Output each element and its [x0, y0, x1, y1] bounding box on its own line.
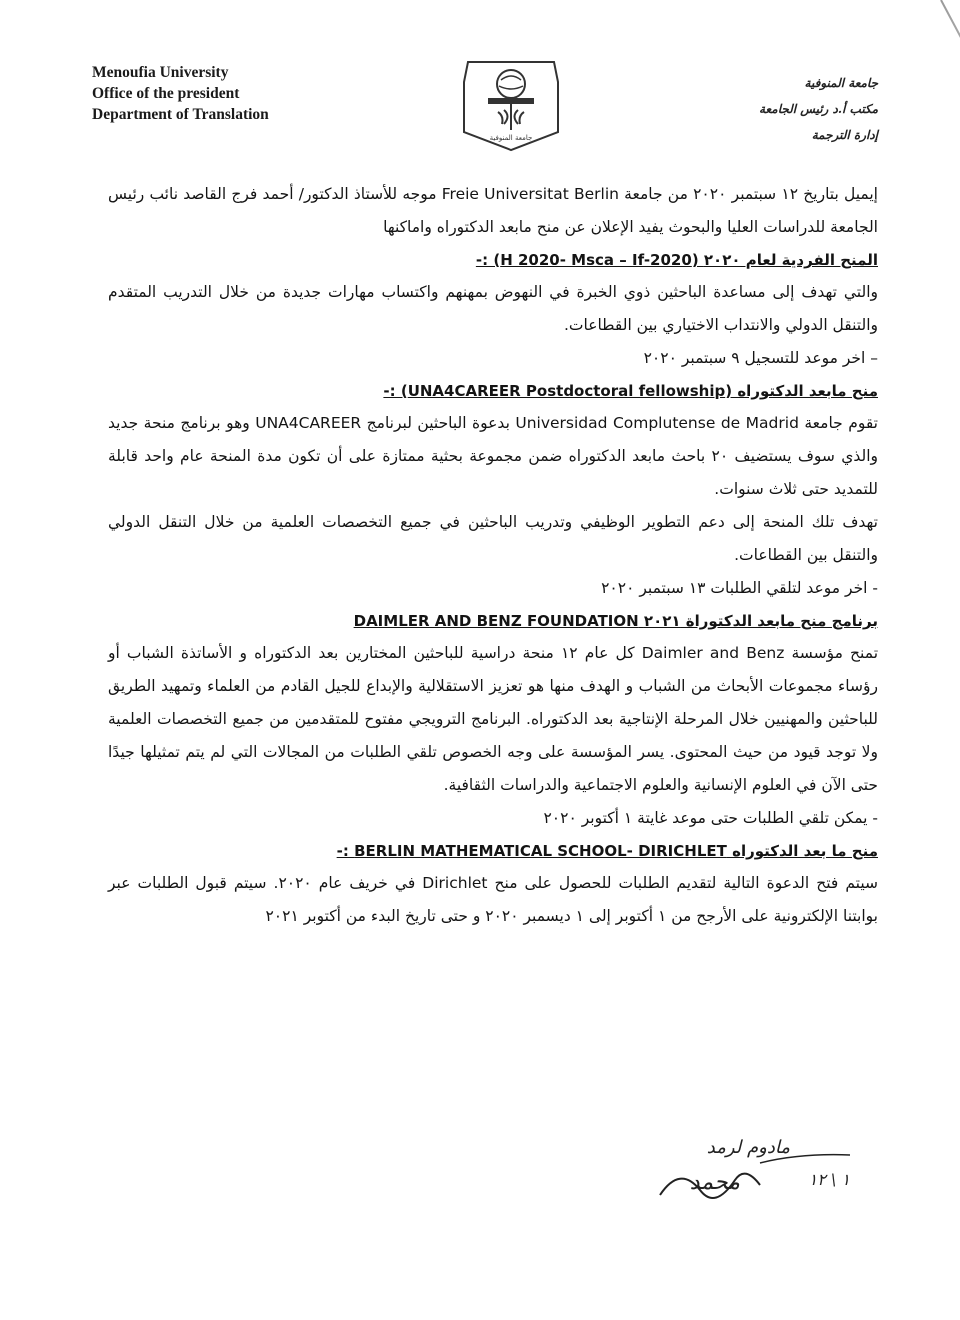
university-name-en: Menoufia University [92, 64, 229, 81]
scan-edge-line [940, 0, 960, 151]
section-3-paragraph-1: تمنح مؤسسة Daimler and Benz كل عام ١٢ منحة دراسية للباحثين المختارين بعد الدكتوراه و الأساتذة الشباب أو رؤساء مجموعات الأبحاث من الشباب و الهدف منها هو تعزيز الاستقلالية والإبداع للجيل القادم من العلماء وتمهيد الطريق للباحثين والمهنيين خلال المرحلة الإنتاجية بعد الدكتوراه. البرنامج الترويجي مفتوح للمتقدمين من جميع التخصصات العلمية ولا توجد قيود من حيث المحتوى. يسر المؤسسة على وجه الخصوص تلقي الطلبات من المجالات التي لم يتم تمثيلها جيدًا حتى الآن في العلوم الإنسانية والعلوم الاجتماعية والدراسات الثقافية. [108, 644, 879, 794]
section-1-heading: المنح الفردية لعام ٢٠٢٠ (H 2020- Msca – If-2020) :- [475, 251, 878, 269]
section-1-deadline: – اخر موعد للتسجيل ٩ سبتمبر ٢٠٢٠ [643, 349, 878, 367]
handwritten-signature [640, 1125, 900, 1245]
section-2-paragraph-2: تهدف تلك المنحة إلى دعم التطوير الوظيفي وتدريب الباحثين في جميع التخصصات العلمية من خلال التنقل الدولي والتنقل بين القطاعات. [108, 513, 878, 564]
header-english [92, 62, 269, 125]
university-logo [458, 54, 564, 154]
signature-name: محمد [689, 1170, 740, 1195]
section-4-heading: منح ما بعد الدكتوراه BERLIN MATHEMATICAL SCHOOL- DIRICHLET :- [336, 842, 878, 860]
section-3-heading: برنامج منح مابعد الدكتوراة ٢٠٢١ DAIMLER AND BENZ FOUNDATION [353, 612, 878, 630]
letter-body [108, 178, 878, 933]
header-arabic [759, 70, 878, 148]
signature-note: مادوم لرمد [706, 1137, 790, 1158]
signature-date: ١ \ ١٢ [808, 1170, 850, 1189]
office-name-ar: مكتب أ.د رئيس الجامعة [759, 102, 878, 116]
section-2-paragraph-1: تقوم جامعة Universidad Complutense de Madrid بدعوة الباحثين لبرنامج UNA4CAREER وهو برنامج منحة جديد والذي سوف يستضيف ٢٠ باحث مابعد الدكتوراه ضمن مجموعة بحثية ممتازة على أن تكون مدة المنحة عام واحد قابلة للتمديد حتى ثلاث سنوات. [108, 414, 878, 498]
department-name-en: Department of Translation [92, 106, 269, 123]
department-name-ar: إدارة الترجمة [811, 128, 878, 142]
intro-paragraph: إيميل بتاريخ ١٢ سبتمبر ٢٠٢٠ من جامعة Freie Universitat Berlin موجه للأستاذ الدكتور/ أحمد فرج القاصد نائب رئيس الجامعة للدراسات العليا والبحوث يفيد الإعلان عن منح مابعد الدكتوراه واماكنها [108, 185, 878, 236]
section-2-heading: منح مابعد الدكتوراه (UNA4CAREER Postdoctoral fellowship) :- [383, 382, 878, 400]
office-name-en: Office of the president [92, 85, 240, 102]
section-2-deadline: - اخر موعد لتلقي الطلبات ١٣ سبتمبر ٢٠٢٠ [601, 579, 878, 597]
logo-caption: جامعة المنوفية [489, 134, 533, 142]
section-1-paragraph-1: والتي تهدف إلى مساعدة الباحثين ذوي الخبرة في النهوض بمهنهم واكتساب مهارات جديدة من خلال التدريب المتقدم والتنقل الدولي والانتداب الاختياري بين القطاعات. [108, 283, 878, 334]
section-4-paragraph-1: سيتم فتح الدعوة التالية لتقديم الطلبات للحصول على منح Dirichlet في خريف عام ٢٠٢٠. سيتم قبول الطلبات عبر بوابتنا الإلكترونية على الأرجح من ١ أكتوبر إلى ١ ديسمبر ٢٠٢٠ و حتى تاريخ البدء من أكتوبر ٢٠٢١ [108, 874, 878, 925]
section-3-deadline: - يمكن تلقي الطلبات حتى موعد غايتة ١ أكتوبر ٢٠٢٠ [543, 809, 878, 827]
university-name-ar: جامعة المنوفية [804, 76, 878, 90]
